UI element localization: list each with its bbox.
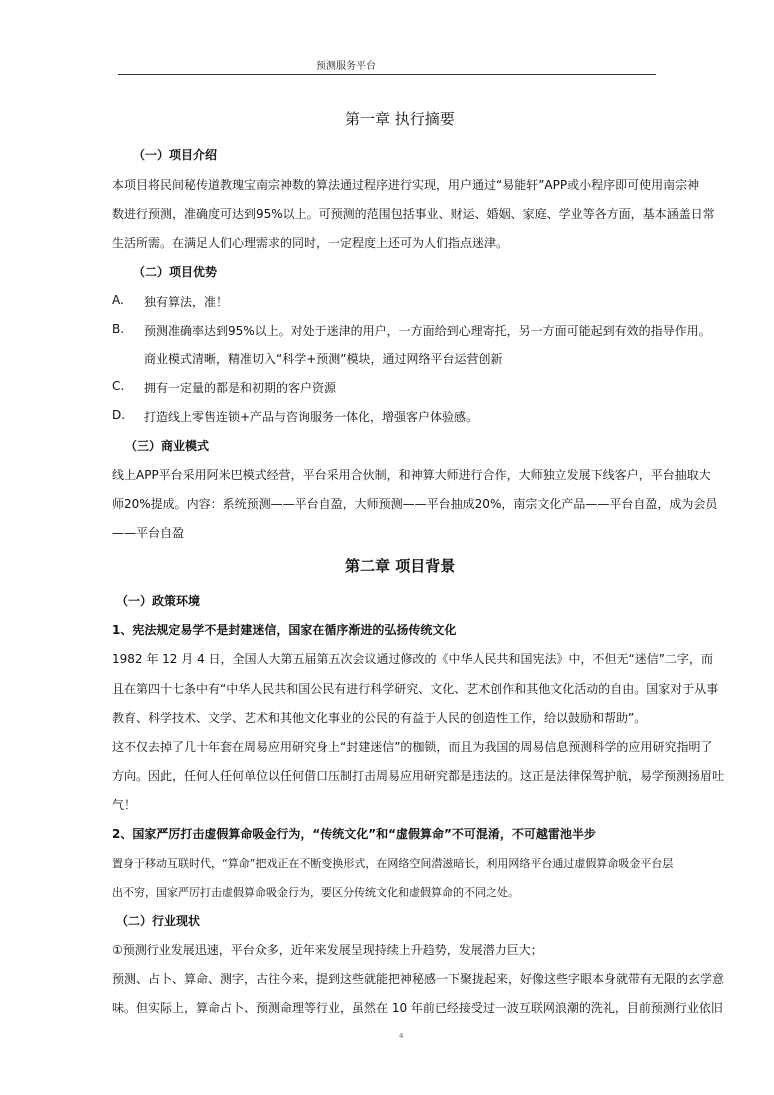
chapter1-title: 第一章 执行摘要: [345, 110, 455, 128]
paragraph-line: 预测、占卜、算命、测字，古往今来，提到这些就能把神秘感一下聚拢起来，好像这些字眼本身就带有无限的玄学意: [112, 972, 725, 986]
paragraph-line: 出不穷，国家严厉打击虚假算命吸金行为，要区分传统文化和虚假算命的不同之处。: [112, 886, 519, 899]
paragraph-line: 气！: [112, 798, 137, 812]
chapter1-section1-title: （一）项目介绍: [133, 148, 218, 162]
paragraph-line: 方向。因此，任何人任何单位以任何借口压制打击周易应用研究都是违法的。这正是法律保驾护航，易学预测扬眉吐: [112, 769, 725, 783]
paragraph-line: 数进行预测，准确度可达到95%以上。可预测的范围包括事业、财运、婚姻、家庭、学业等各方面，基本涵盖日常: [112, 207, 715, 221]
list-item: 预测准确率达到95%以上。对处于迷津的用户，一方面给到心理寄托，另一方面可能起到有效的指导作用。: [144, 324, 711, 338]
list-item: 独有算法，准！: [144, 295, 229, 309]
paragraph-line: 1982 年 12 月 4 日，全国人大第五届第五次会议通过修改的《中华人民共和国宪法》中，不但无“迷信”二字，而: [112, 652, 713, 666]
chapter1-section3-title: （三）商业模式: [125, 439, 210, 453]
paragraph-line: 教育、科学技术、文学、艺术和其他文化事业的公民的有益于人民的创造性工作，给以鼓励和帮助”。: [112, 711, 647, 725]
chapter2-section1-title: （一）政策环境: [116, 594, 201, 608]
list-item: 拥有一定量的都是和初期的客户资源: [144, 381, 337, 395]
paragraph-line: 线上APP平台采用阿米巴模式经营，平台采用合伙制，和神算大师进行合作，大师独立发展下线客户，平台抽取大: [112, 468, 711, 482]
subheading: 2、国家严厉打击虚假算命吸金行为，“传统文化”和“虚假算命”不可混淆，不可越雷池半步: [112, 827, 596, 841]
paragraph-line: 师20%提成。内容：系统预测——平台自盈，大师预测——平台抽成20%，南宗文化产品——平台自盈，成为会员: [112, 497, 718, 511]
chapter2-title: 第二章 项目背景: [345, 557, 456, 575]
list-marker: D.: [112, 408, 126, 422]
paragraph-line: 这不仅去掉了几十年套在周易应用研究身上“封建迷信”的枷锁，而且为我国的周易信息预测科学的应用研究指明了: [112, 740, 713, 754]
chapter2-section2-title: （二）行业现状: [116, 914, 201, 928]
paragraph-line: 且在第四十七条中有“中华人民共和国公民有进行科学研究、文化、艺术创作和其他文化活动的自由。国家对于从事: [112, 682, 719, 696]
paragraph-line: 生活所需。在满足人们心理需求的同时，一定程度上还可为人们指点迷津。: [112, 236, 509, 250]
paragraph-line: ①预测行业发展迅速，平台众多，近年来发展呈现持续上升趋势，发展潜力巨大；: [112, 943, 543, 957]
list-item: 打造线上零售连锁+产品与咨询服务一体化，增强客户体验感。: [144, 410, 479, 424]
chapter1-section2-title: （二）项目优势: [133, 265, 218, 279]
subheading: 1、宪法规定易学不是封建迷信，国家在循序渐进的弘扬传统文化: [112, 623, 457, 637]
paragraph-line: 置身于移动互联时代，“算命”把戏正在不断变换形式，在网络空间潜滋暗长，利用网络平台通过虚假算命吸金平台层: [112, 857, 674, 870]
paragraph-line: ——平台自盈: [112, 526, 185, 540]
header-divider: [118, 74, 656, 75]
paragraph-line: 本项目将民间秘传道教瑰宝南宗神数的算法通过程序进行实现，用户通过“易能轩”APP或小程序即可使用南宗神: [112, 178, 700, 192]
list-marker: C.: [112, 379, 125, 393]
page-header-title: 预测服务平台: [316, 61, 376, 72]
list-item: 商业模式清晰，精准切入“科学+预测”模块，通过网络平台运营创新: [144, 352, 503, 366]
paragraph-line: 味。但实际上，算命占卜、预测命理等行业，虽然在 10 年前已经接受过一波互联网浪潮的洗礼，目前预测行业依旧: [112, 1001, 723, 1015]
page-number: 4: [399, 1032, 404, 1040]
list-marker: A.: [112, 293, 124, 307]
list-marker: B.: [112, 322, 125, 336]
